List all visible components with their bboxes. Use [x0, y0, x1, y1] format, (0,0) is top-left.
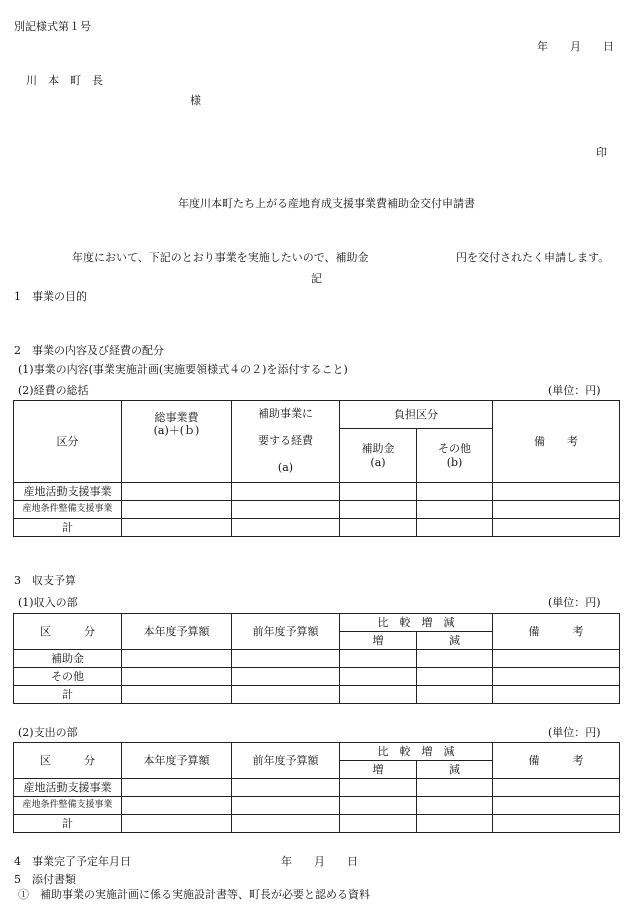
header-this-year: 本年度予算額: [122, 743, 232, 779]
cell-subsidy[interactable]: [340, 519, 417, 537]
cell-remarks[interactable]: [493, 501, 620, 519]
cell-decrease[interactable]: [417, 797, 493, 815]
cell-remarks[interactable]: [493, 797, 620, 815]
cell-decrease[interactable]: [417, 650, 493, 668]
cell-total[interactable]: [122, 519, 232, 537]
header-kubun: 区 分: [14, 743, 122, 779]
cell-total[interactable]: [122, 483, 232, 501]
attachment-item-1: ① 補助事業の実施計画に係る実施設計書等、町長が必要と認める資料: [18, 888, 370, 901]
cell-increase[interactable]: [340, 815, 417, 833]
income-table: [13, 613, 620, 704]
cell-remarks[interactable]: [493, 650, 620, 668]
cell-remarks[interactable]: [493, 483, 620, 501]
header-subsidy: 補助金 (a): [340, 429, 417, 483]
cell-subsidy[interactable]: [340, 483, 417, 501]
row-label: 産地条件整備支援事業: [14, 797, 122, 815]
cell-other[interactable]: [417, 483, 493, 501]
cell-remarks[interactable]: [493, 668, 620, 686]
header-remarks: 備 考: [493, 401, 620, 483]
cell-subsidy-expense[interactable]: [232, 519, 340, 537]
completion-date: 年 月 日: [281, 855, 358, 868]
cell-this-year[interactable]: [122, 797, 232, 815]
cell-prev-year[interactable]: [232, 650, 340, 668]
form-number: 別記様式第１号: [14, 20, 91, 33]
section1-heading: 1 事業の目的: [14, 290, 87, 303]
income-unit: (単位：円): [548, 596, 601, 609]
cell-prev-year[interactable]: [232, 815, 340, 833]
cell-increase[interactable]: [340, 686, 417, 704]
intro-text-part1: 年度において、下記のとおり事業を実施したいので、補助金: [72, 251, 369, 264]
cell-increase[interactable]: [340, 779, 417, 797]
cell-decrease[interactable]: [417, 815, 493, 833]
row-label: 産地条件整備支援事業: [14, 501, 122, 519]
cell-subsidy[interactable]: [340, 501, 417, 519]
header-decrease: 減: [417, 761, 493, 779]
cell-this-year[interactable]: [122, 650, 232, 668]
cell-remarks[interactable]: [493, 815, 620, 833]
expense-unit: (単位：円): [548, 726, 601, 739]
row-label: その他: [14, 668, 122, 686]
cell-this-year[interactable]: [122, 779, 232, 797]
row-label: 計: [14, 519, 122, 537]
header-remarks: 備 考: [493, 614, 620, 650]
cell-this-year[interactable]: [122, 668, 232, 686]
cell-increase[interactable]: [340, 668, 417, 686]
header-comparison: 比 較 増 減: [340, 743, 493, 761]
cell-subsidy-expense[interactable]: [232, 501, 340, 519]
section2-unit: (単位：円): [548, 384, 601, 397]
header-this-year: 本年度予算額: [122, 614, 232, 650]
cell-increase[interactable]: [340, 797, 417, 815]
section2-sub2: (2)経費の総括: [18, 384, 89, 397]
header-prev-year: 前年度予算額: [232, 614, 340, 650]
row-label: 計: [14, 815, 122, 833]
ki-heading: 記: [311, 272, 322, 285]
cell-remarks[interactable]: [493, 779, 620, 797]
section4-heading: 4 事業完了予定年月日: [14, 855, 131, 868]
header-decrease: 減: [417, 632, 493, 650]
cell-decrease[interactable]: [417, 686, 493, 704]
cell-increase[interactable]: [340, 650, 417, 668]
row-label: 補助金: [14, 650, 122, 668]
section5-heading: 5 添付書類: [14, 873, 76, 886]
addressee: 川 本 町 長: [26, 74, 103, 87]
row-label: 産地活動支援事業: [14, 779, 122, 797]
income-sub: (1)収入の部: [18, 596, 78, 609]
header-prev-year: 前年度予算額: [232, 743, 340, 779]
cell-prev-year[interactable]: [232, 779, 340, 797]
document-title: 年度川本町たち上がる産地育成支援事業費補助金交付申請書: [178, 197, 475, 210]
header-remarks: 備 考: [493, 743, 620, 779]
addressee-honorific: 様: [190, 94, 201, 107]
header-subsidy-expense: 補助事業に 要する経費 (a): [232, 401, 340, 483]
cell-prev-year[interactable]: [232, 797, 340, 815]
expense-sub: (2)支出の部: [18, 726, 78, 739]
header-kubun: 区分: [14, 401, 122, 483]
cell-other[interactable]: [417, 519, 493, 537]
intro-text-part2: 円を交付されたく申請します。: [456, 251, 610, 264]
seal-mark: 印: [596, 146, 607, 159]
header-kubun: 区 分: [14, 614, 122, 650]
row-label: 計: [14, 686, 122, 704]
cell-decrease[interactable]: [417, 668, 493, 686]
section3-heading: 3 収支予算: [14, 574, 76, 587]
expense-summary-table: [13, 400, 620, 537]
cell-remarks[interactable]: [493, 519, 620, 537]
cell-prev-year[interactable]: [232, 668, 340, 686]
cell-remarks[interactable]: [493, 686, 620, 704]
cell-subsidy-expense[interactable]: [232, 483, 340, 501]
header-comparison: 比 較 増 減: [340, 614, 493, 632]
cell-other[interactable]: [417, 501, 493, 519]
cell-this-year[interactable]: [122, 815, 232, 833]
cell-prev-year[interactable]: [232, 686, 340, 704]
section2-heading: 2 事業の内容及び経費の配分: [14, 344, 164, 357]
section2-sub1: (1)事業の内容(事業実施計画(実施要領様式４の２)を添付すること): [18, 363, 348, 376]
header-increase: 増: [340, 761, 417, 779]
application-date: 年 月 日: [537, 40, 614, 53]
cell-this-year[interactable]: [122, 686, 232, 704]
cell-total[interactable]: [122, 501, 232, 519]
header-total-cost: 総事業費 (a)＋(ｂ): [122, 401, 232, 483]
header-increase: 増: [340, 632, 417, 650]
header-burden: 負担区分: [340, 401, 493, 429]
expense-table: [13, 742, 620, 833]
cell-decrease[interactable]: [417, 779, 493, 797]
row-label: 産地活動支援事業: [14, 483, 122, 501]
header-other: その他 (b): [417, 429, 493, 483]
